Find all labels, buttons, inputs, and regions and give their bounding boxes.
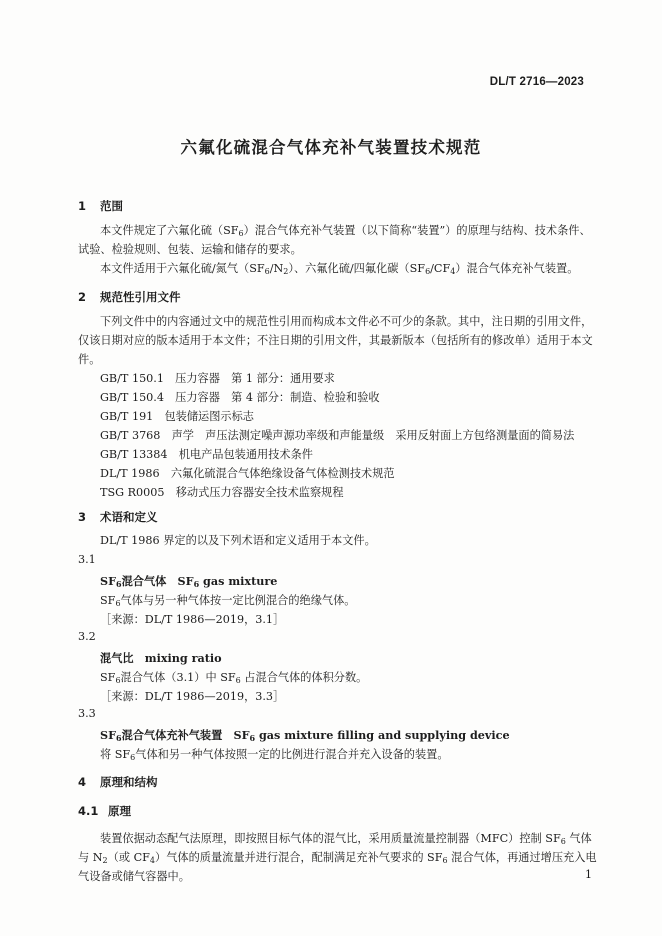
reference-item: GB/T 3768 声学 声压法测定噪声源功率级和声能量级 采用反射面上方包络测量面的简易法 xyxy=(100,429,575,442)
section-title: 术语和定义 xyxy=(100,510,158,524)
reference-item: TSG R0005 移动式压力容器安全技术监察规程 xyxy=(100,486,344,499)
term-name: $SF_6$混合气体充补气装置 $SF_6$ gas mixture filling and supplying device xyxy=(100,728,510,743)
section-number: 1 xyxy=(78,199,87,213)
term-definition: 将 $SF_6$气体和另一种气体按照一定的比例进行混合并充入设备的装置。 xyxy=(100,748,449,762)
scope-paragraph-1: 本文件规定了六氟化硫$(SF_6)$混合气体充补气装置（以下简称“装置”）的原理与结构、技术条件、试验、检验规则、包装、运输和储存的要求。 xyxy=(78,224,591,256)
principle-paragraph: 装置依据动态配气法原理，即按照目标气体的混气比，采用质量流量控制器（MFC）控制 $SF_6$ 气体与 $N_2$（或 $CF_4$）气体的质量流量并进行混合，配制满足充补气要求的 $SF_6$ 混合气体，再通过增压充入电气设备或储气容器中。 xyxy=(78,832,597,883)
document-code: DL/T 2716—2023 xyxy=(489,76,584,88)
section-title: 规范性引用文件 xyxy=(100,290,181,304)
term-source: ［来源：DL/T 1986—2019，3.1］ xyxy=(100,613,285,626)
section-number: 2 xyxy=(78,290,87,304)
term-name: $SF_6$混合气体 $SF_6$ gas mixture xyxy=(100,574,278,589)
reference-item: GB/T 150.4 压力容器 第 4 部分：制造、检验和验收 xyxy=(100,391,380,404)
reference-item: GB/T 191 包装储运图示标志 xyxy=(100,410,254,423)
page-number: 1 xyxy=(585,868,592,881)
term-number: 3.1 xyxy=(78,553,96,566)
section-title: 原理和结构 xyxy=(100,775,158,789)
reference-item: DL/T 1986 六氟化硫混合气体绝缘设备气体检测技术规范 xyxy=(100,467,395,480)
term-source: ［来源：DL/T 1986—2019，3.3］ xyxy=(100,690,285,703)
section-number: 4 xyxy=(78,775,87,789)
reference-item: GB/T 13384 机电产品包装通用技术条件 xyxy=(100,448,313,461)
term-definition: $SF_6$气体与另一种气体按一定比例混合的绝缘气体。 xyxy=(100,594,356,608)
section-title: 原理 xyxy=(108,804,131,818)
section-1-heading xyxy=(78,198,123,214)
section-2-heading xyxy=(78,289,181,305)
term-name: 混气比 mixing ratio xyxy=(100,651,222,665)
section-4-1-heading xyxy=(78,803,131,819)
normative-intro: 下列文件中的内容通过文中的规范性引用而构成本文件必不可少的条款。其中，注日期的引用文件，仅该日期对应的版本适用于本文件；不注日期的引用文件，其最新版本（包括所有的修改单）适用于本文件。 xyxy=(78,315,593,366)
section-number: 4.1 xyxy=(78,804,99,818)
terms-intro: DL/T 1986 界定的以及下列术语和定义适用于本文件。 xyxy=(100,534,376,547)
term-definition: $SF_6$混合气体（3.1）中 $SF_6$ 占混合气体的体积分数。 xyxy=(100,671,368,685)
section-number: 3 xyxy=(78,510,87,524)
section-3-heading xyxy=(78,509,158,525)
section-title: 范围 xyxy=(100,199,123,213)
section-4-heading xyxy=(78,774,158,790)
reference-item: GB/T 150.1 压力容器 第 1 部分：通用要求 xyxy=(100,372,335,385)
term-number: 3.3 xyxy=(78,707,96,720)
term-number: 3.2 xyxy=(78,630,96,643)
scope-paragraph-2: 本文件适用于六氟化硫/氮气$(SF_6/N_2)$、六氟化硫/四氟化碳$(SF_6/CF_4)$混合气体充补气装置。 xyxy=(100,262,579,276)
page-title: 六氟化硫混合气体充补气装置技术规范 xyxy=(180,138,482,157)
